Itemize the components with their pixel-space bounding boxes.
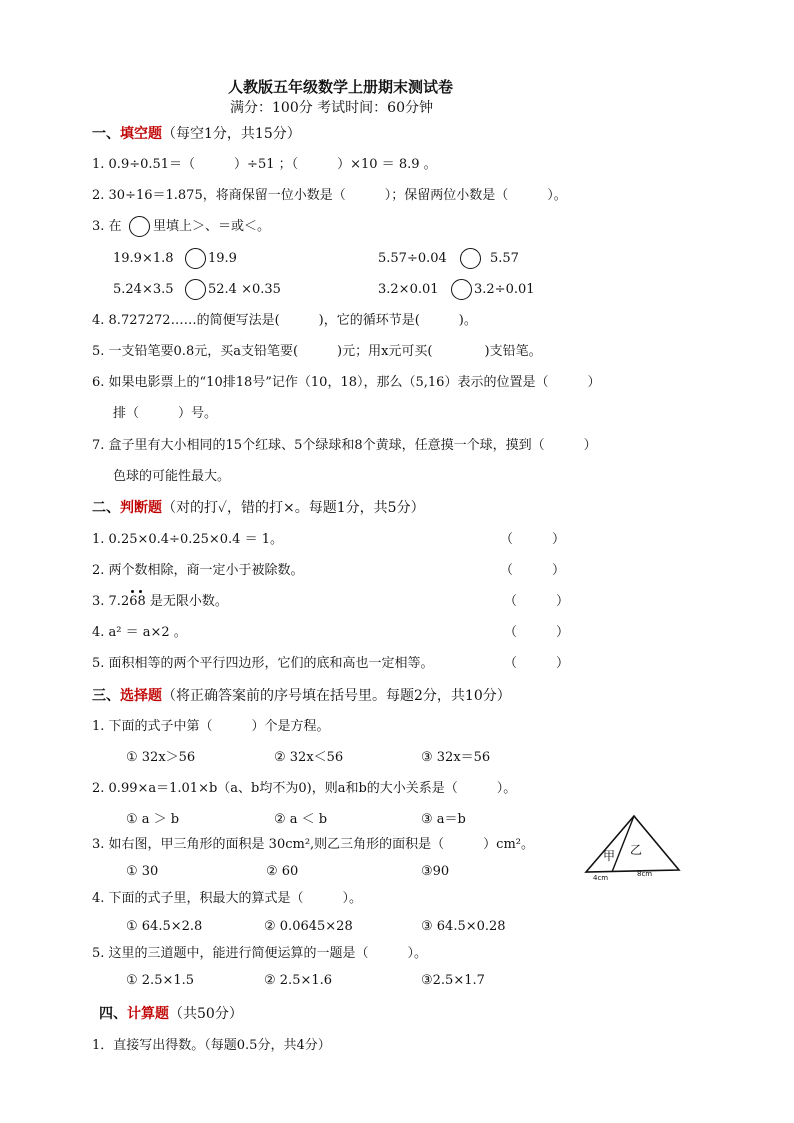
compare-expression: 3.2÷0.01 — [474, 282, 535, 297]
triangle-figure — [582, 812, 686, 882]
compare-circle[interactable] — [460, 248, 481, 269]
choice-option: ③ a＝b — [421, 812, 466, 827]
section-fill-heading — [92, 125, 301, 143]
choice-option: ② 32x＜56 — [274, 750, 344, 765]
compare-circle[interactable] — [185, 248, 206, 269]
compare-expression: 19.9×1.8 — [113, 251, 174, 266]
choice-question-2: 2. 0.99×a＝1.01×b（a、b均不为0)，则a和b的大小关系是（ ）。 — [92, 781, 517, 796]
section-note: （对的打✓，错的打×。每题1分，共5分） — [162, 500, 425, 516]
section-name: 选择题 — [120, 688, 162, 704]
section-choice-heading — [92, 687, 511, 705]
compare-expression: 5.57 — [490, 251, 519, 266]
fill-question-6-cont: 排（ ）号。 — [113, 406, 218, 421]
compare-expression: 52.4 ×0.35 — [208, 282, 281, 297]
fill-question-7-cont: 色球的可能性最大。 — [113, 469, 231, 484]
section-number: 二、 — [92, 500, 120, 516]
calc-question-1: 1．直接写出得数。（每题0.5分，共4分） — [92, 1038, 331, 1053]
choice-option: ③ 64.5×0.28 — [421, 919, 506, 934]
judge-question-2: 2. 两个数相除，商一定小于被除数。 — [92, 563, 304, 578]
choice-question-5: 5. 这里的三道题中，能进行简便运算的一题是（ ）。 — [92, 946, 428, 961]
fill-question-2: 2. 30÷16＝1.875，将商保留一位小数是（ ）；保留两位小数是（ ）。 — [92, 188, 567, 203]
repeating-dot — [139, 590, 142, 593]
repeating-dot — [131, 590, 134, 593]
answer-bracket[interactable]: （ ） — [504, 656, 570, 671]
section-calc-heading — [99, 1005, 243, 1023]
choice-question-3: 3. 如右图，甲三角形的面积是 30cm²,则乙三角形的面积是（ ）cm²。 — [92, 837, 534, 852]
base-right-length: 8cm — [637, 870, 653, 878]
choice-option: ③90 — [421, 864, 450, 879]
label-jia: 甲 — [603, 849, 616, 863]
choice-question-1: 1. 下面的式子中第（ ）个是方程。 — [92, 719, 330, 734]
choice-option: ③ 32x＝56 — [421, 750, 491, 765]
answer-bracket[interactable]: （ ） — [500, 532, 566, 547]
answer-bracket[interactable]: （ ） — [504, 594, 570, 609]
compare-expression: 19.9 — [208, 251, 237, 266]
section-number: 一、 — [92, 126, 120, 142]
compare-expression: 5.24×3.5 — [113, 282, 174, 297]
choice-option: ① 32x＞56 — [126, 750, 196, 765]
choice-option: ① 2.5×1.5 — [126, 973, 195, 988]
section-name: 判断题 — [120, 500, 162, 516]
fill-question-5: 5. 一支铅笔要0.8元，买a支铅笔要( )元；用x元可买( )支铅笔。 — [92, 344, 542, 359]
judge-question-4: 4. a² ＝ a×2 。 — [92, 625, 187, 640]
section-number: 三、 — [92, 688, 120, 704]
fill-question-4: 4. 8.727272……的简便写法是( )，它的循环节是( )。 — [92, 313, 477, 328]
compare-expression: 3.2×0.01 — [378, 282, 439, 297]
section-name: 填空题 — [120, 126, 162, 142]
judge-question-5: 5. 面积相等的两个平行四边形，它们的底和高也一定相等。 — [92, 656, 434, 671]
answer-bracket[interactable]: （ ） — [504, 625, 570, 640]
section-note: （将正确答案前的序号填在括号里。每题2分，共10分） — [162, 688, 511, 704]
choice-question-4: 4. 下面的式子里，积最大的算式是（ ）。 — [92, 891, 363, 906]
section-note: （每空1分，共15分） — [162, 126, 301, 142]
section-note: （共50分） — [169, 1006, 243, 1022]
label-yi: 乙 — [630, 843, 643, 857]
fill-question-1: 1. 0.9÷0.51＝（ ）÷51 ；（ ）×10 ＝ 8.9 。 — [92, 157, 437, 172]
page-title: 人教版五年级数学上册期末测试卷 — [228, 78, 454, 96]
fill-question-3-stem-b: 里填上＞、＝或＜。 — [153, 219, 271, 234]
page-subtitle: 满分：100分 考试时间：60分钟 — [230, 100, 433, 116]
fill-question-7: 7. 盒子里有大小相同的15个红球、5个绿球和8个黄球，任意摸一个球，摸到（ ） — [92, 438, 597, 453]
choice-option: ② 0.0645×28 — [264, 919, 353, 934]
section-number: 四、 — [99, 1006, 127, 1022]
choice-option: ③2.5×1.7 — [421, 973, 485, 988]
fill-question-3-stem-a: 3. 在 — [92, 219, 122, 234]
compare-circle[interactable] — [129, 216, 150, 237]
compare-expression: 5.57÷0.04 — [378, 251, 447, 266]
choice-option: ② a ＜ b — [274, 812, 328, 827]
choice-option: ① a ＞ b — [126, 812, 180, 827]
judge-question-1: 1. 0.25×0.4÷0.25×0.4 ＝ 1。 — [92, 532, 283, 547]
answer-bracket[interactable]: （ ） — [500, 563, 566, 578]
compare-circle[interactable] — [185, 279, 206, 300]
section-name: 计算题 — [127, 1006, 169, 1022]
judge-question-3: 3. 7.268 是无限小数。 — [92, 594, 228, 609]
fill-question-6: 6. 如果电影票上的“10排18号”记作（10，18），那么（5,16）表示的位置是（ ） — [92, 375, 601, 390]
compare-circle[interactable] — [451, 279, 472, 300]
choice-option: ② 2.5×1.6 — [264, 973, 333, 988]
section-judge-heading — [92, 499, 425, 517]
choice-option: ① 64.5×2.8 — [126, 919, 203, 934]
base-left-length: 4cm — [593, 874, 609, 882]
choice-option: ② 60 — [266, 864, 299, 879]
choice-option: ① 30 — [126, 864, 159, 879]
